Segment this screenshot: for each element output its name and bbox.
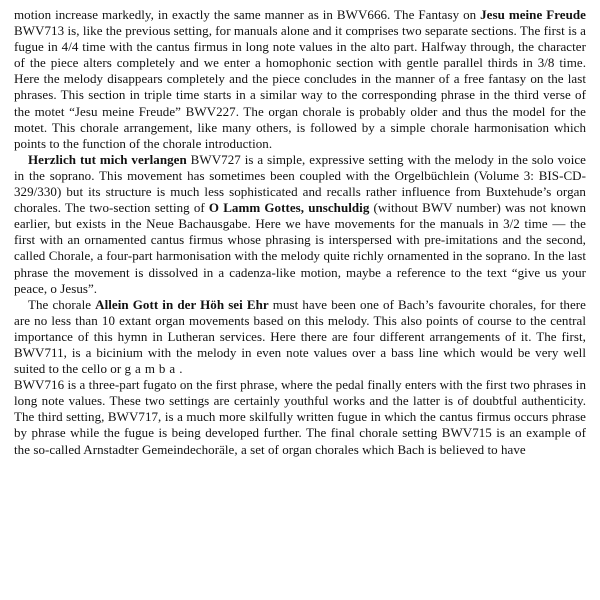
paragraph-bwv716 [14, 377, 586, 457]
chorale-title: Herzlich tut mich verlangen [28, 151, 187, 167]
text-segment-spaced: gamba. [124, 361, 187, 377]
text-segment: BWV713 is, like the previous setting, for manuals alone and it comprises two separate sections. The first is a fugue in 4/4 time with the cantus firmus in long note values in the alto part. Halfway through, the character of the piece alters completely and we enter a homophonic section with gentle parallel thirds in 3/8 time. Here the melody disappears completely and the piece concludes in the manner of a free fantasy on the last phrases. This section in triple time starts in a similar way to the corresponding phrase in the third verse of the motet “Jesu meine Freude” BWV227. The organ chorale is probably older and thus the model for the motet. This chorale arrangement, like many others, is followed by a simple chorale harmonisation which points to the function of the chorale introduction. [14, 23, 586, 151]
text-segment: BWV727 is a simple, expressive setting with the melody in the solo voice in the soprano. This movement has sometimes been coupled with the Orgelbüchlein (Volume 3: BIS-CD-329/330) but its structure is much less sophisticated and recalls rather influence from Buxtehude’s organ chorales. The two-section setting of [14, 151, 586, 216]
chorale-title: Jesu meine Freude [480, 7, 586, 22]
text-segment: The chorale [28, 296, 96, 312]
text-segment: must have been one of Bach’s favourite chorales, for there are no less than 10 extant organ movements based on this melody. This also points of course to the central importance of this hymn in Lutheran services. Here there are four different arrangements of it. The first, BWV711, is a bicinium with the melody in even note values over a bass line which would be very well suited to the cello or [14, 296, 586, 377]
text-segment: motion increase markedly, in exactly the same manner as in BWV666. The Fantasy on [14, 7, 481, 22]
paragraph-bwv727 [14, 152, 586, 297]
chorale-title: O Lamm Gottes, unschuldig [208, 200, 370, 216]
paragraph-bwv713 [14, 7, 586, 152]
paragraph-allein-gott [14, 297, 586, 377]
chorale-title: Allein Gott in der Höh sei Ehr [95, 296, 269, 312]
text-segment: (without BWV number) was not known earlier, but exists in the Neue Bachausgabe. Here we have movements for the manuals in 3/2 time — the first with an ornamented cantus firmus whose phrasing is interspersed with pre-imitations and the second, called Chorale, a four-part harmonisation with the melody quite richly ornamented in the soprano. In the last phrase the movement is dissolved in a cadenza-like motion, maybe a reference to the text “give us your peace, o Jesus”. [14, 200, 587, 296]
text-segment: BWV716 is a three-part fugato on the first phrase, where the pedal finally enters with the first two phrases in long note values. These two settings are certainly youthful works and the latter is of doubtful authenticity. The third setting, BWV717, is a much more skilfully written fugue in which the cantus firmus occurs phrase by phrase while the fugue is being developed further. The final chorale setting BWV715 is an example of the so-called Arnstadter Gemeindechoräle, a set of organ chorales which Bach is believed to have [14, 377, 586, 457]
